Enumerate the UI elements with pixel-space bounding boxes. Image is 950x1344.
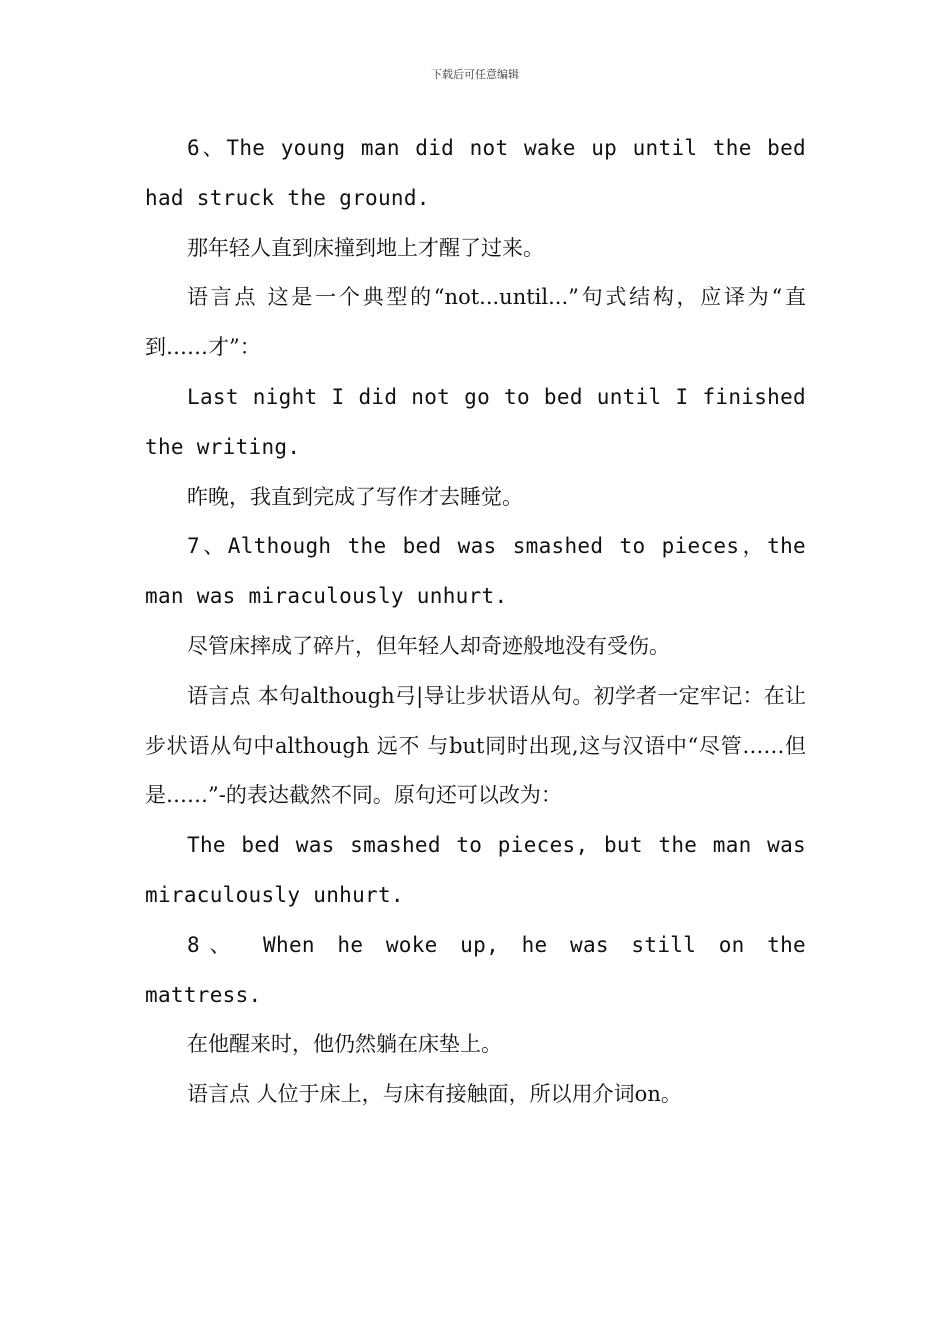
example-translation-6: 昨晚，我直到完成了写作才去睡觉。	[187, 484, 523, 509]
example-sentence-6: 6、The young man did not wake up until the bed had struck the ground.	[145, 136, 806, 210]
document-body	[145, 124, 806, 1120]
translation-8: 在他醒来时，他仍然躺在床垫上。	[187, 1032, 502, 1057]
translation-7: 尽管床摔成了碎片，但年轻人却奇迹般地没有受伤。	[187, 633, 670, 658]
language-point-8: 语言点 人位于床上，与床有接触面，所以用介词on。	[187, 1082, 682, 1107]
example-usage-6: Last night I did not go to bed until I finished the writing.	[145, 384, 806, 459]
language-point-6: 语言点 这是一个典型的“not...until...”句式结构，应译为“直到……才”：	[145, 285, 806, 360]
rewrite-sentence-7: The bed was smashed to pieces, but the man was miraculously unhurt.	[145, 833, 806, 907]
example-sentence-7: 7、Although the bed was smashed to pieces，the man was miraculously unhurt.	[145, 534, 806, 609]
translation-6: 那年轻人直到床撞到地上才醒了过来。	[187, 235, 544, 260]
language-point-7: 语言点 本句although弓|导让步状语从句。初学者一定牢记：在让步状语从句中although 远不 与but同时出现,这与汉语中“尽管……但是……”-的表达截然不同。原句还可以改为：	[145, 683, 806, 808]
example-sentence-8: 8、 When he woke up, he was still on the mattress.	[145, 932, 806, 1007]
page-header: 下载后可任意编辑	[431, 68, 519, 81]
